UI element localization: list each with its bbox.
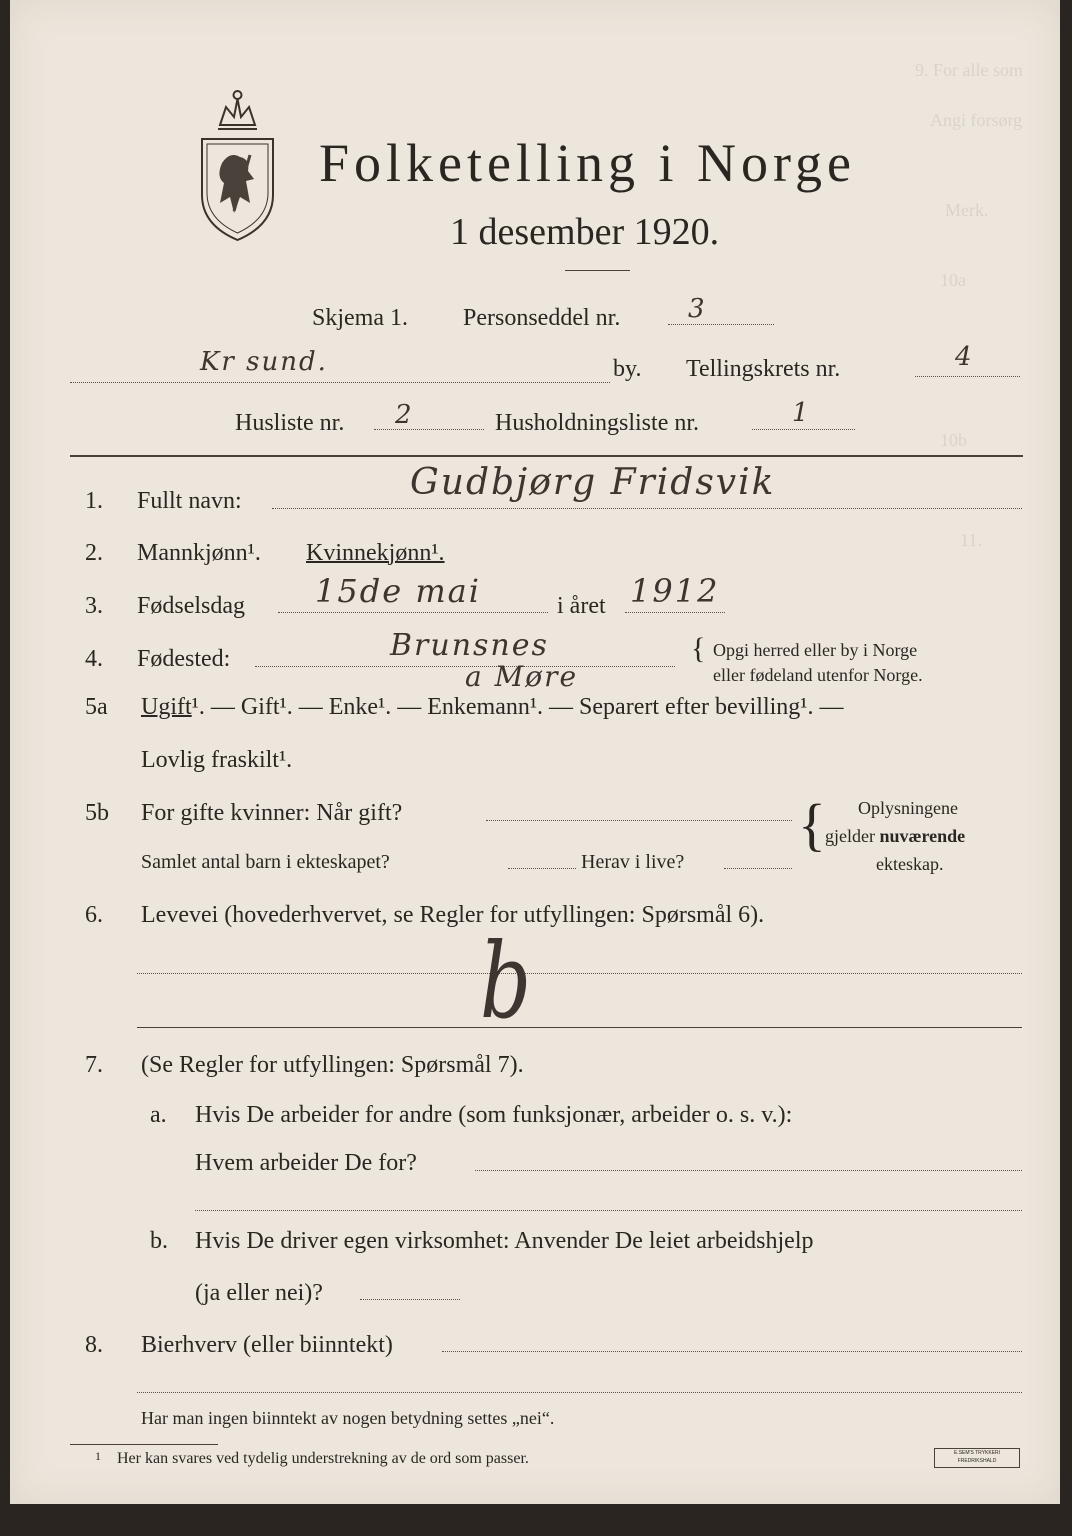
personseddel-label: Personseddel nr. [463, 305, 621, 331]
q5b-note-2a: gjelder [825, 826, 880, 846]
q5a-options [141, 694, 844, 721]
q7a-line-2 [195, 1210, 1022, 1211]
bleed-through-text: Merk. [945, 200, 989, 220]
bleed-through-text: 10a [940, 270, 966, 290]
husholdning-value: 1 [792, 398, 811, 428]
q7-label: (Se Regler for utfyllingen: Spørsmål 7). [141, 1052, 524, 1078]
q4-brace-top: { [691, 632, 706, 665]
by-label: by. [613, 356, 642, 382]
footnote-text: Her kan svares ved tydelig understrekning av de ord som passer. [117, 1450, 529, 1467]
q5b-line-2 [508, 868, 576, 869]
q7b-text: Hvis De driver egen virksomhet: Anvender De leiet arbeidshjelp [195, 1228, 814, 1254]
q3-year-value: 1912 [630, 572, 720, 610]
q5b-note-3: ekteskap. [876, 854, 944, 874]
q7b-line [360, 1299, 460, 1300]
skjema-label: Skjema 1. [312, 305, 408, 331]
q6-value: b [480, 921, 534, 1042]
census-form-page [10, 0, 1060, 1504]
q7a-line-1 [475, 1170, 1022, 1171]
q7b-letter: b. [150, 1228, 168, 1254]
q8-label: Bierhverv (eller biinntekt) [141, 1332, 393, 1358]
title-divider [565, 270, 630, 271]
q6-number: 6. [85, 902, 103, 928]
q2-male-option: Mannkjønn¹. [137, 540, 261, 566]
husliste-value: 2 [395, 400, 414, 430]
q3-label: Fødselsdag [137, 593, 245, 619]
place-line [70, 382, 610, 383]
q7a-text-2: Hvem arbeider De for? [195, 1150, 417, 1176]
q8-number: 8. [85, 1332, 103, 1358]
q5a-other-options: ¹. — Gift¹. — Enke¹. — Enkemann¹. — Separert efter bevilling¹. — [191, 694, 844, 720]
q5b-line-1 [486, 820, 792, 821]
tellingskrets-label: Tellingskrets nr. [686, 356, 841, 382]
q4-note-1: Opgi herred eller by i Norge [713, 640, 918, 660]
q5b-number: 5b [85, 800, 109, 826]
form-date: 1 desember 1920. [450, 211, 720, 253]
form-title: Folketelling i Norge [319, 133, 856, 193]
q5b-note-2 [825, 826, 965, 847]
q8-line-2 [137, 1392, 1022, 1393]
norwegian-coat-of-arms-icon [190, 85, 285, 245]
q3-year-label: i året [557, 593, 606, 619]
q1-number: 1. [85, 488, 103, 514]
q7a-text: Hvis De arbeider for andre (som funksjonær, arbeider o. s. v.): [195, 1102, 793, 1128]
husholdning-line [752, 429, 855, 430]
q6-line-2 [137, 1027, 1022, 1028]
bleed-through-text: 11. [960, 530, 982, 550]
q5b-label-2: Samlet antal barn i ekteskapet? [141, 851, 390, 873]
printer-mark: E.SEM'S TRYKKERI FREDRIKSHALD [934, 1448, 1020, 1468]
q5a-number: 5a [85, 694, 108, 720]
q5b-note-1: Oplysningene [858, 798, 958, 818]
q3-day-line [278, 612, 548, 613]
bleed-through-text: 10b [940, 430, 967, 450]
place-value: Kr sund. [200, 347, 328, 377]
q5b-note-2b: nuværende [879, 826, 966, 846]
tellingskrets-line [915, 376, 1020, 377]
q7b-text-2: (ja eller nei)? [195, 1280, 323, 1306]
personseddel-line [668, 324, 774, 325]
personseddel-value: 3 [688, 294, 707, 324]
q7-number: 7. [85, 1052, 103, 1078]
bleed-through-text: Angi forsørg [930, 110, 1023, 130]
q4-note-2: eller fødeland utenfor Norge. [713, 665, 923, 685]
q4-value-line2: a Møre [465, 660, 579, 693]
q3-number: 3. [85, 593, 103, 619]
tellingskrets-value: 4 [955, 342, 974, 372]
footnote-mark: 1 [95, 1449, 101, 1463]
footnote-rule [70, 1444, 218, 1445]
q2-female-option: Kvinnekjønn¹. [306, 540, 445, 566]
q7a-letter: a. [150, 1102, 167, 1128]
q8-line-1 [442, 1351, 1022, 1352]
q1-line [272, 508, 1022, 509]
q5b-label-1: For gifte kvinner: Når gift? [141, 800, 403, 826]
q5a-line2: Lovlig fraskilt¹. [141, 747, 293, 773]
q5a-ugift-option: Ugift [141, 694, 192, 720]
husliste-label: Husliste nr. [235, 410, 345, 436]
q4-label: Fødested: [137, 646, 231, 672]
q6-label: Levevei (hovederhvervet, se Regler for utfyllingen: Spørsmål 6). [141, 902, 765, 928]
header-rule [70, 455, 1023, 457]
q2-number: 2. [85, 540, 103, 566]
q5b-line-3 [724, 868, 792, 869]
q8-note: Har man ingen biinntekt av nogen betydning settes „nei“. [141, 1408, 555, 1428]
q3-day-value: 15de mai [315, 572, 481, 610]
q6-line-1 [137, 973, 1022, 974]
q4-value-line1: Brunsnes [390, 628, 549, 663]
q5b-label-3: Herav i live? [581, 851, 685, 873]
bleed-through-text: 9. For alle som [915, 60, 1023, 80]
q5b-brace: { [798, 792, 826, 857]
q1-label: Fullt navn: [137, 488, 242, 514]
husholdning-label: Husholdningsliste nr. [495, 410, 700, 436]
q4-number: 4. [85, 646, 103, 672]
q1-name-value: Gudbjørg Fridsvik [410, 462, 776, 503]
husliste-line [374, 429, 484, 430]
q3-year-line [625, 612, 725, 613]
